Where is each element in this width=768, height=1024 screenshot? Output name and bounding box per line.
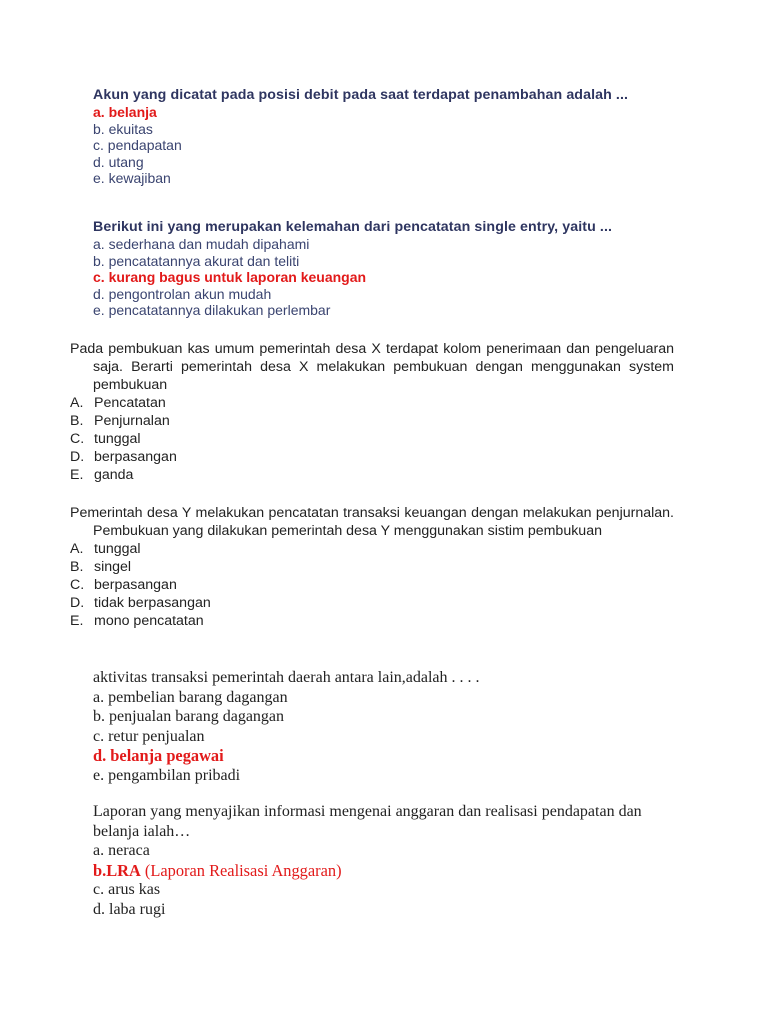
option-letter: A. bbox=[70, 541, 84, 557]
question-1 bbox=[93, 87, 733, 187]
question-4 bbox=[70, 504, 674, 630]
question-3-option-a bbox=[70, 394, 674, 412]
question-2-option-c: c. kurang bagus untuk laporan keuangan bbox=[93, 269, 367, 286]
question-3-option-d bbox=[70, 448, 674, 466]
question-6-stem: Laporan yang menyajikan informasi mengenai anggaran dan realisasi pendapatan dan belanja ialah… bbox=[93, 803, 642, 840]
question-4-option-a bbox=[70, 540, 674, 558]
question-6-option-a: a. neraca bbox=[93, 842, 150, 860]
question-6-option-b bbox=[93, 861, 653, 881]
question-3 bbox=[70, 340, 674, 484]
question-2 bbox=[93, 219, 733, 319]
question-1-option-c: c. pendapatan bbox=[93, 137, 182, 154]
option-letter: A. bbox=[70, 395, 84, 411]
question-4-option-b bbox=[70, 558, 674, 576]
question-1-option-e: e. kewajiban bbox=[93, 170, 171, 187]
option-letter: C. bbox=[70, 577, 85, 593]
question-2-option-e: e. pencatatannya dilakukan perlembar bbox=[93, 302, 331, 319]
option-letter: B. bbox=[70, 559, 84, 575]
option-letter: D. bbox=[70, 595, 85, 611]
question-4-stem: Pemerintah desa Y melakukan pencatatan transaksi keuangan dengan melakukan penjurnalan. Pembukuan yang dilakukan pemerintah desa Y menggunakan sistim pembukuan bbox=[70, 505, 674, 539]
option-b-suffix: (Laporan Realisasi Anggaran) bbox=[140, 860, 342, 880]
option-letter: E. bbox=[70, 467, 84, 483]
question-2-option-b: b. pencatatannya akurat dan teliti bbox=[93, 252, 300, 269]
question-2-option-d: d. pengontrolan akun mudah bbox=[93, 285, 272, 302]
question-1-stem: Akun yang dicatat pada posisi debit pada saat terdapat penambahan adalah ... bbox=[93, 87, 629, 103]
option-letter: C. bbox=[70, 431, 85, 447]
question-1-option-d: d. utang bbox=[93, 153, 144, 170]
option-text: singel bbox=[94, 559, 132, 575]
question-3-option-e bbox=[70, 466, 674, 484]
question-5 bbox=[93, 668, 653, 786]
question-5-option-d: d. belanja pegawai bbox=[93, 746, 224, 766]
option-b-label: b.LRA bbox=[93, 860, 141, 880]
question-5-option-a: a. pembelian barang dagangan bbox=[93, 688, 288, 706]
option-text: berpasangan bbox=[94, 449, 177, 465]
question-3-option-c bbox=[70, 430, 674, 448]
question-6-option-c: c. arus kas bbox=[93, 881, 161, 899]
question-6 bbox=[93, 802, 653, 920]
question-4-option-e bbox=[70, 612, 674, 630]
question-5-option-e: e. pengambilan pribadi bbox=[93, 766, 241, 784]
question-1-option-b: b. ekuitas bbox=[93, 120, 153, 137]
option-letter: D. bbox=[70, 449, 85, 465]
question-3-option-b bbox=[70, 412, 674, 430]
question-4-option-d bbox=[70, 594, 674, 612]
question-3-stem: Pada pembukuan kas umum pemerintah desa X terdapat kolom penerimaan dan pengeluaran saja. Berarti pemerintah desa X melakukan pembukuan dengan menggunakan system pembukuan bbox=[70, 341, 674, 393]
question-5-option-b: b. penjualan barang dagangan bbox=[93, 708, 285, 726]
question-6-option-d: d. laba rugi bbox=[93, 900, 166, 918]
option-text: tunggal bbox=[94, 431, 141, 447]
option-text: tidak berpasangan bbox=[94, 595, 211, 611]
question-2-stem: Berikut ini yang merupakan kelemahan dari pencatatan single entry, yaitu ... bbox=[93, 219, 613, 235]
option-text: mono pencatatan bbox=[94, 613, 204, 629]
option-text: Pencatatan bbox=[94, 395, 166, 411]
option-text: Penjurnalan bbox=[94, 413, 170, 429]
question-5-option-c: c. retur penjualan bbox=[93, 727, 205, 745]
option-letter: E. bbox=[70, 613, 84, 629]
option-text: tunggal bbox=[94, 541, 141, 557]
question-5-stem: aktivitas transaksi pemerintah daerah antara lain,adalah . . . . bbox=[93, 669, 480, 686]
option-text: ganda bbox=[94, 467, 134, 483]
option-letter: B. bbox=[70, 413, 84, 429]
option-text: berpasangan bbox=[94, 577, 177, 593]
question-1-option-a: a. belanja bbox=[93, 104, 157, 120]
question-2-option-a: a. sederhana dan mudah dipahami bbox=[93, 236, 310, 252]
question-4-option-c bbox=[70, 576, 674, 594]
